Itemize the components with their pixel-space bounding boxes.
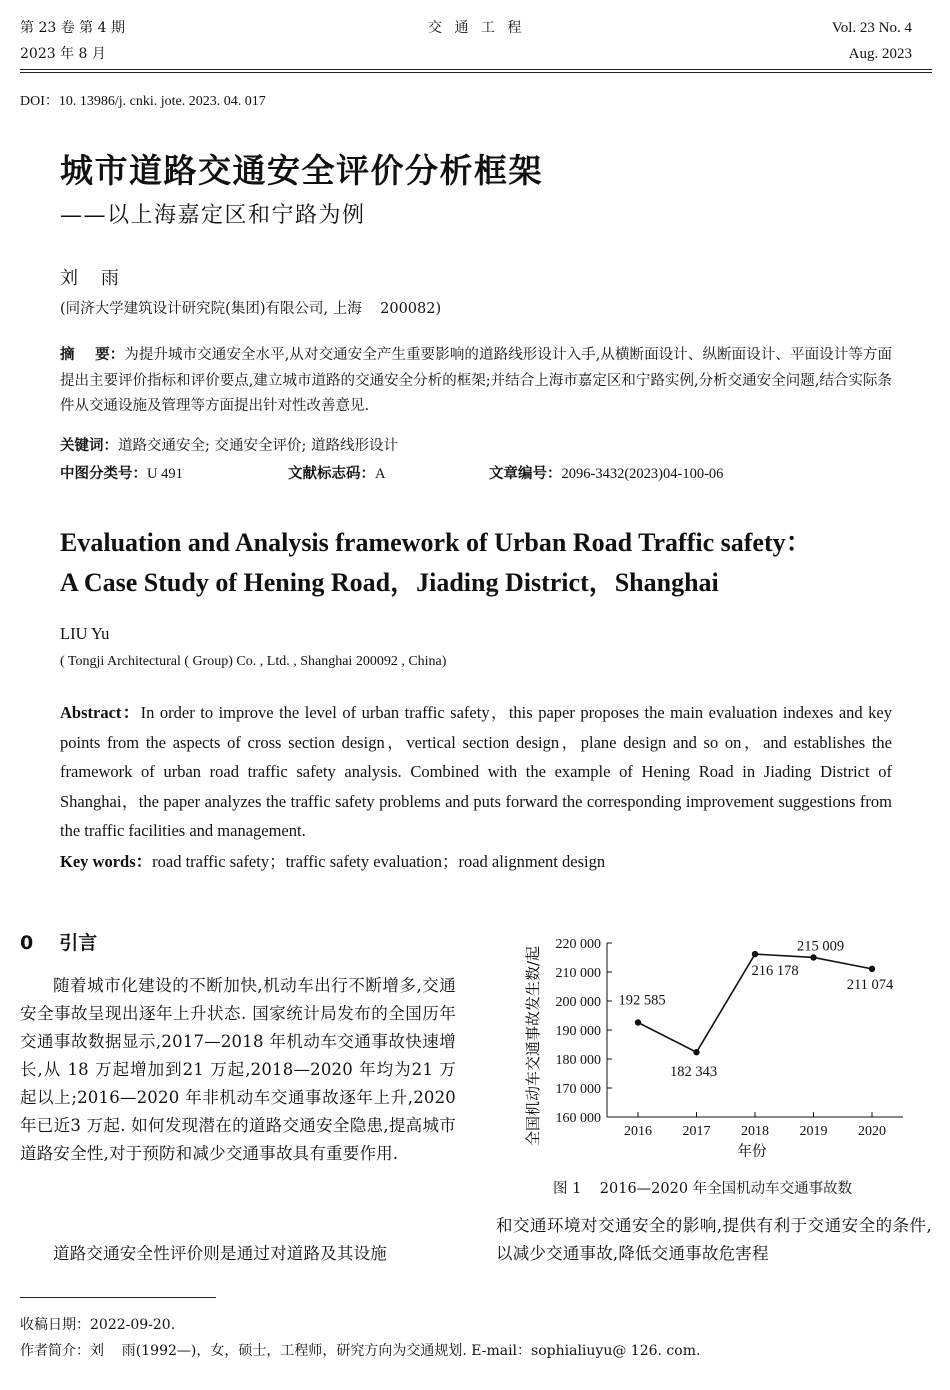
data-point	[810, 954, 816, 960]
header-rule-bottom	[20, 72, 932, 73]
article-label: 文章编号：	[489, 466, 562, 482]
y-tick-label: 220 000	[555, 937, 601, 952]
x-tick-label: 2016	[624, 1124, 652, 1139]
x-tick-label: 2020	[858, 1124, 886, 1139]
author-affiliation: (同济大学建筑设计研究院(集团)有限公司, 上海 200082)	[60, 301, 442, 317]
y-tick-label: 160 000	[555, 1111, 601, 1126]
article-number	[489, 462, 723, 483]
y-axis-label: 全国机动车交通事故发生数/起	[524, 945, 542, 1147]
paper-title-en-line2: A Case Study of Hening Road，Jiading District，Shanghai	[60, 568, 719, 597]
received-date: 收稿日期：2022-09-20.	[20, 1317, 176, 1333]
author-affiliation-en: ( Tongji Architectural ( Group) Co. , Ltd. , Shanghai 200092 , China)	[60, 654, 447, 669]
issue-date-en: Aug. 2023	[848, 46, 912, 62]
data-point	[752, 951, 758, 957]
doi: DOI：10. 13986/j. cnki. jote. 2023. 04. 017	[20, 94, 266, 109]
intro-paragraph-1: 随着城市化建设的不断加快,机动车出行不断增多,交通安全事故呈现出逐年上升状态. 国家统计局发布的全国历年交通事故数据显示,2017—2018 年机动车交通事故快速增长,从 18 万起增加到21 万起,2018—2020 年均为21 万起以上;2016—2020 年非机动车交通事故逐年上升,2020 年已近3 万起. 如何发现潜在的道路交通安全隐患,提高城市道路安全性,对于预防和减少交通事故具有重要作用.	[20, 976, 456, 1163]
section-heading	[20, 928, 97, 955]
author-bio: 作者简介：刘 雨(1992—)，女，硕士，工程师，研究方向为交通规划. E-mail：sophialiuyu@ 126. com.	[20, 1343, 701, 1359]
keywords-cn-label: 关键词：	[60, 438, 118, 454]
data-point	[869, 966, 875, 972]
data-label: 211 074	[846, 976, 894, 993]
author-name: 刘 雨	[60, 268, 119, 289]
section-title: 引言	[59, 932, 98, 954]
data-label: 215 009	[796, 938, 845, 955]
journal-name: 交 通 工 程	[428, 20, 526, 36]
intro-paragraph-2: 道路交通安全性评价则是通过对道路及其设施	[53, 1244, 387, 1263]
paper-subtitle: ——以上海嘉定区和宁路为例	[60, 203, 366, 228]
clc-label: 中图分类号：	[60, 466, 147, 482]
y-tick-label: 190 000	[555, 1024, 601, 1039]
issue-date: 2023 年 8 月	[20, 46, 106, 62]
data-point	[693, 1049, 699, 1055]
paper-title: 城市道路交通安全评价分析框架	[60, 151, 543, 190]
x-tick-label: 2017	[682, 1124, 711, 1139]
document-code	[288, 462, 385, 483]
section-number: 0	[20, 932, 34, 954]
x-tick-label: 2018	[741, 1124, 769, 1139]
article-value: 2096-3432(2023)04-100-06	[561, 466, 724, 482]
abstract-en-label: Abstract：	[60, 703, 141, 722]
abstract-cn	[60, 343, 892, 420]
y-tick-label: 210 000	[555, 966, 601, 981]
x-tick-label: 2019	[799, 1124, 828, 1139]
abstract-en-text: In order to improve the level of urban traffic safety，this paper proposes the main evaluation indexes and key points from the aspects of cross section design，vertical section design，plane design and so on，and establishes the framework of urban road traffic safety analysis. Combined with the example of Hening Road in Jiading District of Shanghai，the paper analyzes the traffic safety problems and puts forward the corresponding improvement suggestions from the traffic facilities and management.	[60, 703, 892, 841]
y-tick-label: 170 000	[555, 1082, 601, 1097]
keywords-en-label: Key words：	[60, 852, 153, 871]
author-name-en: LIU Yu	[60, 624, 110, 643]
abstract-cn-label: 摘 要：	[60, 347, 125, 363]
header-rule-top	[20, 69, 932, 70]
y-tick-label: 180 000	[555, 1053, 601, 1068]
volume-issue: 第 23 卷 第 4 期	[20, 20, 125, 36]
doc-label: 文献标志码：	[288, 466, 375, 482]
volume-issue-en: Vol. 23 No. 4	[831, 20, 912, 36]
data-label: 182 343	[669, 1064, 718, 1081]
keywords-en	[60, 848, 605, 872]
figure-caption: 图 1 2016—2020 年全国机动车交通事故数	[553, 1181, 853, 1197]
keywords-cn	[60, 434, 398, 455]
data-label: 192 585	[618, 992, 666, 1009]
right-column-text: 和交通环境对交通安全的影响,提供有利于交通安全的条件,以减少交通事故,降低交通事故危害程	[496, 1216, 932, 1263]
paper-title-en	[60, 523, 900, 603]
paper-title-en-line1: Evaluation and Analysis framework of Urban Road Traffic safety：	[60, 528, 812, 557]
keywords-cn-text: 道路交通安全; 交通安全评价; 道路线形设计	[118, 438, 398, 454]
accident-line-chart	[496, 918, 936, 1180]
clc-number	[60, 462, 183, 483]
keywords-en-text: road traffic safety；traffic safety evaluation；road alignment design	[152, 852, 606, 871]
y-tick-label: 200 000	[555, 995, 601, 1010]
doc-value: A	[375, 466, 386, 482]
x-axis-label: 年份	[737, 1144, 767, 1160]
clc-value: U 491	[147, 466, 183, 482]
abstract-en	[60, 698, 892, 846]
abstract-cn-text: 为提升城市交通安全水平,从对交通安全产生重要影响的道路线形设计入手,从横断面设计、纵断面设计、平面设计等方面提出主要评价指标和评价要点,建立城市道路的交通安全分析的框架;并结合上海市嘉定区和宁路实例,分析交通安全问题,结合实际条件从交通设施及管理等方面提出针对性改善意见.	[60, 347, 892, 414]
footnote-rule	[20, 1297, 216, 1298]
data-point	[635, 1019, 641, 1025]
data-label: 216 178	[751, 963, 799, 980]
